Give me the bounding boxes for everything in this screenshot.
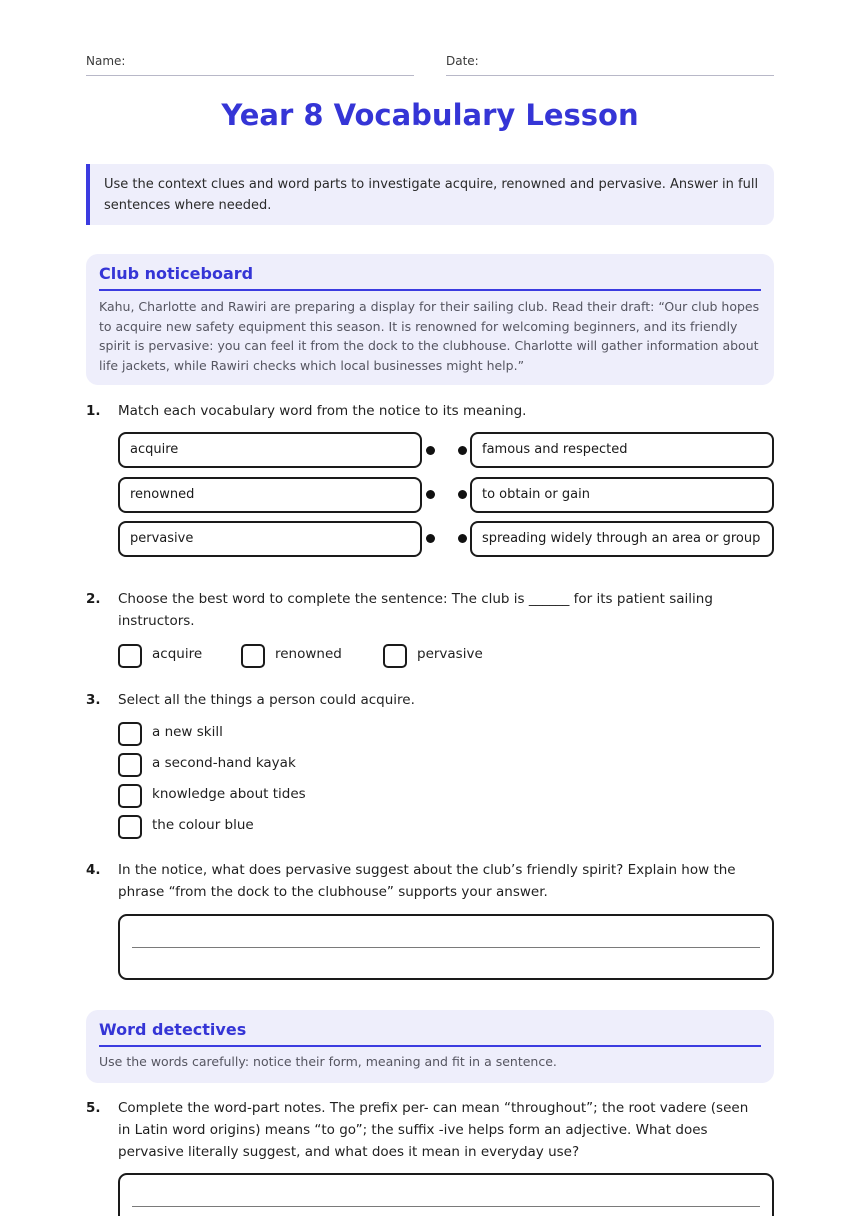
q3-option-4: the colour blue bbox=[152, 817, 254, 833]
q3-option-1: a new skill bbox=[152, 724, 223, 740]
instructions-callout: Use the context clues and word parts to investigate acquire, renowned and pervasive. Answer in full sentences where needed. bbox=[86, 164, 774, 225]
word-detectives-title: Word detectives bbox=[99, 1020, 761, 1047]
question-1-number: 1. bbox=[86, 403, 101, 419]
match-dot-left-3[interactable] bbox=[426, 534, 435, 543]
page-title: Year 8 Vocabulary Lesson bbox=[221, 98, 639, 132]
q5-answer-box[interactable] bbox=[118, 1173, 774, 1216]
q3-checkbox-2[interactable] bbox=[118, 753, 142, 777]
question-4-number: 4. bbox=[86, 862, 101, 878]
match-dot-left-2[interactable] bbox=[426, 490, 435, 499]
match-meaning-3[interactable]: spreading widely through an area or group bbox=[470, 521, 774, 557]
club-noticeboard-panel bbox=[86, 254, 774, 385]
match-dot-right-3[interactable] bbox=[458, 534, 467, 543]
question-1-text: Match each vocabulary word from the notice to its meaning. bbox=[118, 403, 527, 419]
date-field[interactable] bbox=[446, 54, 774, 76]
question-5-number: 5. bbox=[86, 1100, 101, 1116]
name-label: Name: bbox=[86, 54, 126, 68]
match-word-acquire[interactable]: acquire bbox=[118, 432, 422, 468]
q2-option-acquire: acquire bbox=[152, 646, 203, 662]
question-5-text: Complete the word-part notes. The prefix per- can mean “throughout”; the root vadere (seen in Latin word origins) means “to go”; the suffix -ive helps form an adjective. What does pervasive literally suggest, and what does it mean in everyday use? bbox=[118, 1100, 749, 1160]
match-word-renowned[interactable]: renowned bbox=[118, 477, 422, 513]
q3-checkbox-4[interactable] bbox=[118, 815, 142, 839]
name-field[interactable] bbox=[86, 54, 414, 76]
club-noticeboard-text: Kahu, Charlotte and Rawiri are preparing a display for their sailing club. Read their draft: “Our club hopes to acquire new safety equipment this season. It is renowned for welcoming beginners, and its friendly spirit is pervasive: you can feel it from the dock to the clubhouse. Charlotte will gather information about life jackets, while Rawiri checks which local businesses might help.” bbox=[99, 299, 760, 373]
q3-checkbox-3[interactable] bbox=[118, 784, 142, 808]
club-noticeboard-title: Club noticeboard bbox=[99, 264, 761, 291]
q2-checkbox-acquire[interactable] bbox=[118, 644, 142, 668]
answer-line bbox=[132, 947, 760, 948]
header-fields bbox=[86, 54, 774, 76]
question-3-text: Select all the things a person could acquire. bbox=[118, 692, 415, 708]
q2-option-pervasive: pervasive bbox=[417, 646, 483, 662]
match-dot-right-2[interactable] bbox=[458, 490, 467, 499]
q2-checkbox-pervasive[interactable] bbox=[383, 644, 407, 668]
answer-line bbox=[132, 1206, 760, 1207]
question-3-number: 3. bbox=[86, 692, 101, 708]
q3-option-3: knowledge about tides bbox=[152, 786, 306, 802]
match-dot-left-1[interactable] bbox=[426, 446, 435, 455]
q3-checkbox-1[interactable] bbox=[118, 722, 142, 746]
date-label: Date: bbox=[446, 54, 479, 68]
q2-option-renowned: renowned bbox=[275, 646, 342, 662]
match-meaning-2[interactable]: to obtain or gain bbox=[470, 477, 774, 513]
q2-checkbox-renowned[interactable] bbox=[241, 644, 265, 668]
q3-option-2: a second-hand kayak bbox=[152, 755, 296, 771]
word-detectives-panel bbox=[86, 1010, 774, 1083]
match-word-pervasive[interactable]: pervasive bbox=[118, 521, 422, 557]
question-2-text: Choose the best word to complete the sentence: The club is ______ for its patient sailing instructors. bbox=[118, 591, 713, 629]
question-2-number: 2. bbox=[86, 591, 101, 607]
match-meaning-1[interactable]: famous and respected bbox=[470, 432, 774, 468]
question-4-text: In the notice, what does pervasive suggest about the club’s friendly spirit? Explain how the phrase “from the dock to the clubhouse” supports your answer. bbox=[118, 862, 736, 900]
word-detectives-text: Use the words carefully: notice their form, meaning and fit in a sentence. bbox=[99, 1054, 557, 1069]
q4-answer-box[interactable] bbox=[118, 914, 774, 980]
match-dot-right-1[interactable] bbox=[458, 446, 467, 455]
